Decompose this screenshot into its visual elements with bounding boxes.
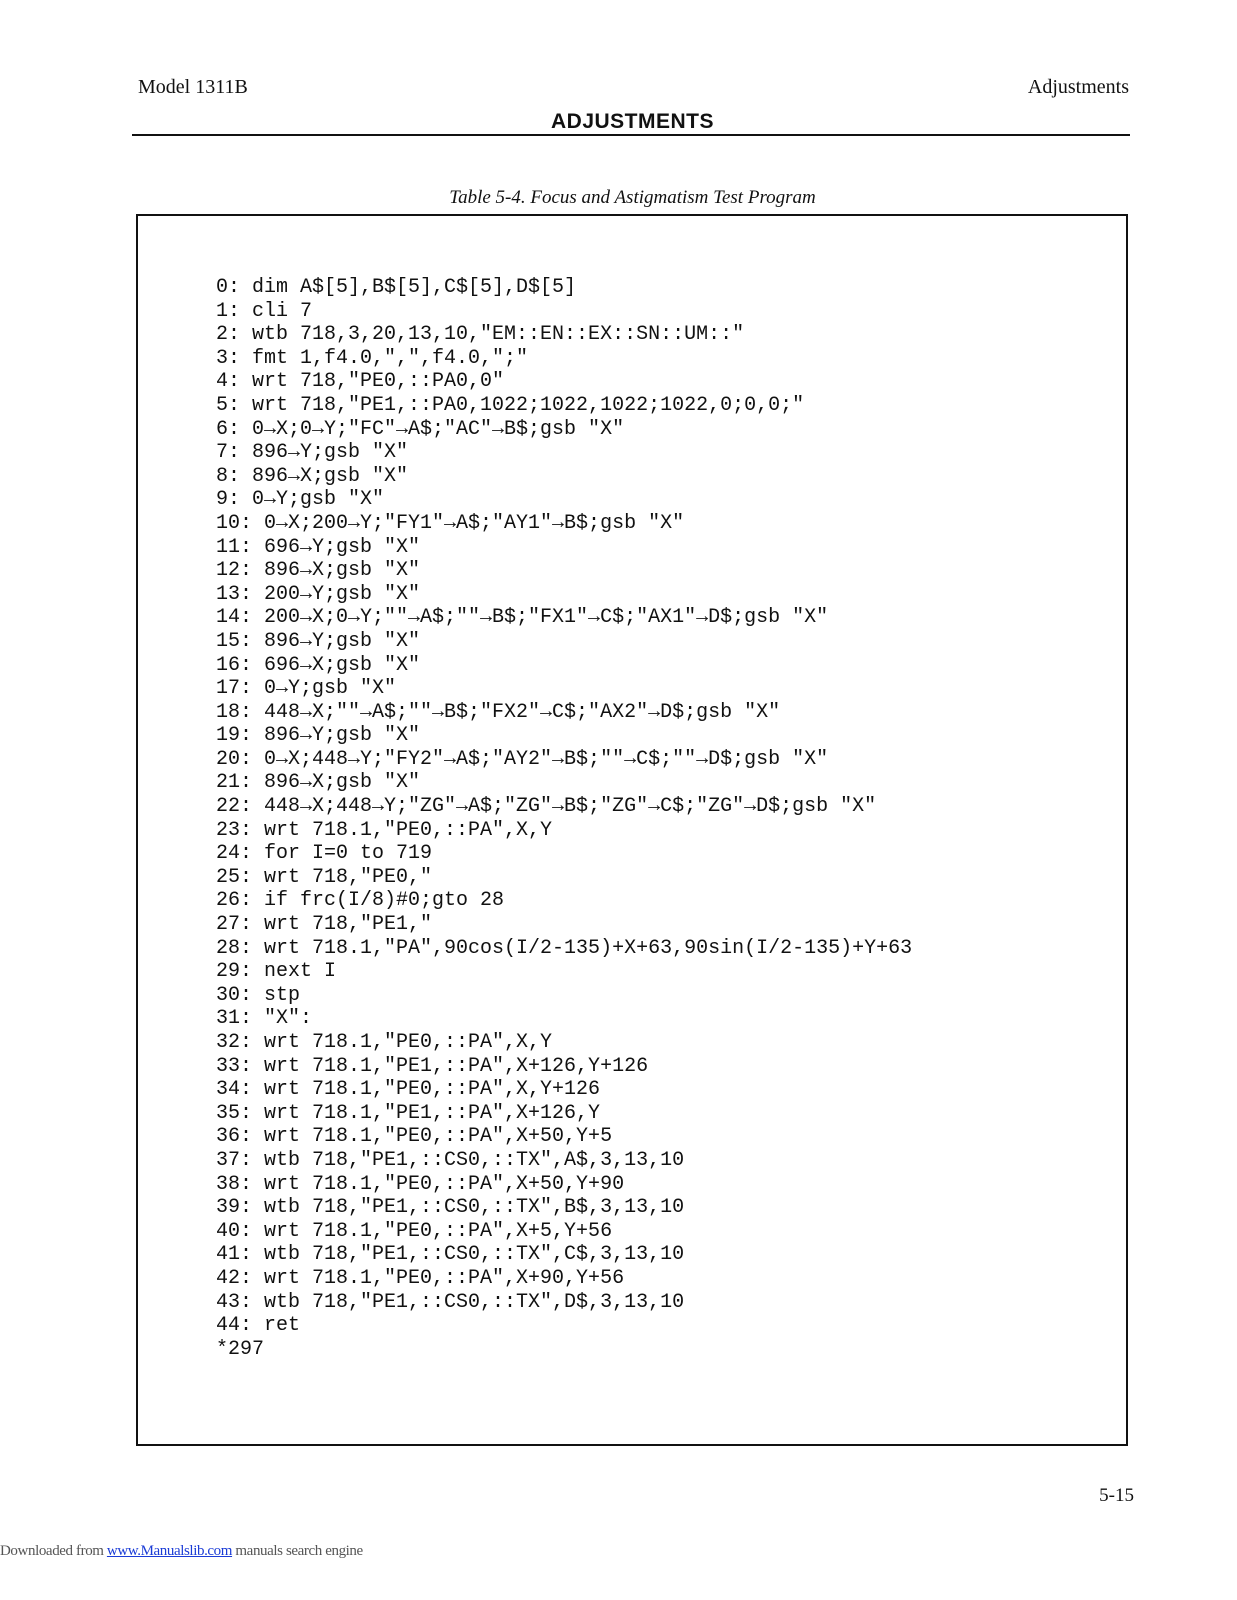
code-line: 24: for I=0 to 719 — [216, 842, 433, 866]
code-line: 2: wtb 718,3,20,13,10,"EM::EN::EX::SN::UM::" — [216, 323, 745, 347]
footer-link[interactable]: www.Manualslib.com — [106, 1543, 233, 1559]
code-line: 23: wrt 718.1,"PE0,::PA",X,Y — [216, 818, 553, 842]
code-line: 20: 0→X;448→Y;"FY2"→A$;"AY2"→B$;""→C$;""→D$;gsb "X" — [216, 747, 829, 771]
code-line: 1: cli 7 — [216, 299, 313, 323]
code-line: 29: next I — [216, 960, 337, 984]
code-line: 3: fmt 1,f4.0,",",f4.0,";" — [216, 346, 529, 370]
code-line: 13: 200→Y;gsb "X" — [216, 582, 421, 606]
footer — [0, 1543, 363, 1560]
code-line: 16: 696→X;gsb "X" — [216, 653, 421, 677]
code-line: 19: 896→Y;gsb "X" — [216, 724, 421, 748]
code-line: 33: wrt 718.1,"PE1,::PA",X+126,Y+126 — [216, 1054, 649, 1078]
footer-suffix: manuals search engine — [232, 1543, 363, 1559]
header-model: Model 1311B — [138, 76, 248, 98]
code-line: 44: ret — [216, 1314, 301, 1338]
code-line: *297 — [216, 1337, 265, 1361]
table-caption: Table 5-4. Focus and Astigmatism Test Program — [449, 187, 816, 208]
code-line: 35: wrt 718.1,"PE1,::PA",X+126,Y — [216, 1101, 601, 1125]
code-line: 42: wrt 718.1,"PE0,::PA",X+90,Y+56 — [216, 1266, 625, 1290]
code-line: 15: 896→Y;gsb "X" — [216, 629, 421, 653]
code-line: 12: 896→X;gsb "X" — [216, 559, 421, 583]
code-line: 37: wtb 718,"PE1,::CS0,::TX",A$,3,13,10 — [216, 1148, 685, 1172]
code-line: 38: wrt 718.1,"PE0,::PA",X+50,Y+90 — [216, 1172, 625, 1196]
footer-prefix: Downloaded from — [0, 1543, 107, 1559]
code-line: 8: 896→X;gsb "X" — [216, 464, 409, 488]
code-line: 6: 0→X;0→Y;"FC"→A$;"AC"→B$;gsb "X" — [216, 417, 625, 441]
code-line: 43: wtb 718,"PE1,::CS0,::TX",D$,3,13,10 — [216, 1290, 685, 1314]
code-line: 18: 448→X;""→A$;""→B$;"FX2"→C$;"AX2"→D$;gsb "X" — [216, 700, 781, 724]
code-line: 39: wtb 718,"PE1,::CS0,::TX",B$,3,13,10 — [216, 1196, 685, 1220]
code-line: 21: 896→X;gsb "X" — [216, 771, 421, 795]
code-line: 14: 200→X;0→Y;""→A$;""→B$;"FX1"→C$;"AX1"→D$;gsb "X" — [216, 606, 829, 630]
code-line: 17: 0→Y;gsb "X" — [216, 677, 397, 701]
code-line: 31: "X": — [216, 1007, 313, 1031]
code-line: 5: wrt 718,"PE1,::PA0,1022;1022,1022;1022,0;0,0;" — [216, 393, 805, 417]
code-line: 30: stp — [216, 983, 301, 1007]
code-line: 41: wtb 718,"PE1,::CS0,::TX",C$,3,13,10 — [216, 1243, 685, 1267]
code-line: 25: wrt 718,"PE0," — [216, 865, 433, 889]
header-section: Adjustments — [1027, 76, 1129, 98]
code-line: 11: 696→Y;gsb "X" — [216, 535, 421, 559]
code-line: 7: 896→Y;gsb "X" — [216, 441, 409, 465]
code-line: 34: wrt 718.1,"PE0,::PA",X,Y+126 — [216, 1078, 601, 1102]
page-title: ADJUSTMENTS — [550, 110, 714, 133]
title-rule — [132, 134, 1130, 136]
code-line: 36: wrt 718.1,"PE0,::PA",X+50,Y+5 — [216, 1125, 613, 1149]
program-listing — [216, 276, 912, 1361]
code-line: 27: wrt 718,"PE1," — [216, 913, 433, 937]
page-number: 5-15 — [1099, 1485, 1134, 1506]
code-line: 26: if frc(I/8)#0;gto 28 — [216, 889, 505, 913]
code-line: 4: wrt 718,"PE0,::PA0,0" — [216, 370, 505, 394]
code-line: 22: 448→X;448→Y;"ZG"→A$;"ZG"→B$;"ZG"→C$;"ZG"→D$;gsb "X" — [216, 795, 877, 819]
code-line: 40: wrt 718.1,"PE0,::PA",X+5,Y+56 — [216, 1219, 613, 1243]
code-line: 28: wrt 718.1,"PA",90cos(I/2-135)+X+63,90sin(I/2-135)+Y+63 — [216, 936, 913, 960]
code-line: 9: 0→Y;gsb "X" — [216, 488, 385, 512]
code-line: 32: wrt 718.1,"PE0,::PA",X,Y — [216, 1031, 553, 1054]
code-line: 0: dim A$[5],B$[5],C$[5],D$[5] — [216, 276, 577, 299]
code-line: 10: 0→X;200→Y;"FY1"→A$;"AY1"→B$;gsb "X" — [216, 511, 685, 535]
